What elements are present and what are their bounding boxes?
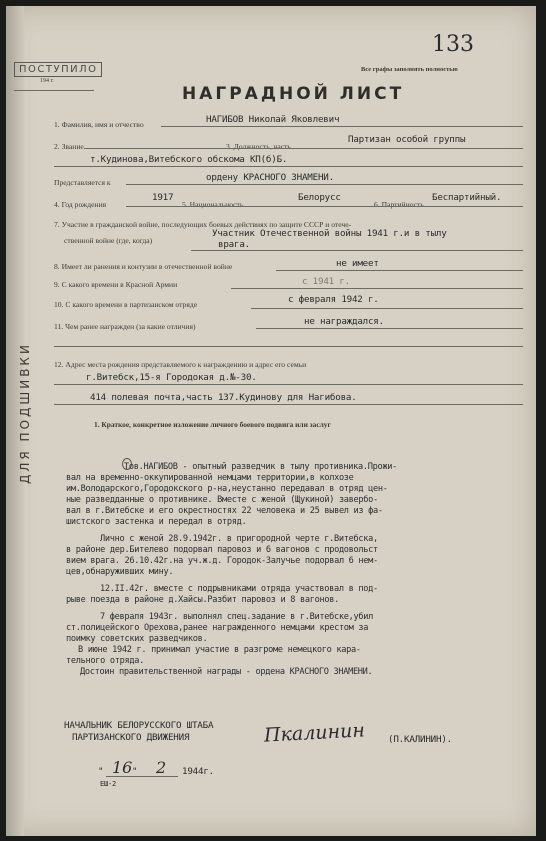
field-war-participation-value: Участник Отечественной войны 1941 г.и в тылу — [212, 228, 447, 239]
field-rank-label: 2. Звание — [54, 142, 84, 151]
field-party-label: 6. Партийность — [374, 200, 424, 209]
narrative-line: вал на временно-оккупированной немцами территории,в колхозе — [66, 473, 354, 483]
hand-signature: Пкалинин — [263, 719, 366, 747]
document-page — [6, 6, 536, 836]
field-presented-value: ордену КРАСНОГО ЗНАМЕНИ. — [206, 172, 334, 183]
field-presented-label: Представляется к — [54, 178, 111, 187]
narrative-line: Лично с женой 28.9.1942г. в пригородной черте г.Витебска, — [100, 534, 378, 544]
field-nationality-value: Белорусс — [298, 192, 341, 203]
page-title: НАГРАДНОЙ ЛИСТ — [182, 84, 405, 104]
field-war-participation-value-2: врага. — [218, 239, 250, 250]
received-stamp — [14, 62, 102, 77]
field-name-label: 1. Фамилия, имя и отчество — [54, 120, 144, 129]
field-partisan-since-label: 10. С какого времени в партизанском отряде — [54, 300, 198, 309]
page-number: 133 — [432, 32, 474, 57]
field-nationality-label: 5. Национальность — [182, 200, 244, 209]
field-birth-year-label: 4. Год рождения — [54, 200, 107, 209]
narrative-line: в районе дер.Бителево подорвал паровоз и 6 вагонов с продовольст — [66, 545, 378, 555]
fill-all-fields-note: Все графы заполнять полностью — [361, 66, 458, 73]
narrative-line: вием врага. 26.10.42г.на уч.ж.д. Городок-Залучье подорвал 6 нем- — [66, 556, 378, 566]
field-partisan-since-value: с февраля 1942 г. — [288, 294, 379, 305]
narrative-line: Достоин правительственной награды - ордена КРАСНОГО ЗНАМЕНИ. — [80, 667, 373, 677]
narrative-line: ные разведданные о противнике. Вместе с женой (Щукиной) завербо- — [66, 495, 378, 505]
date-year: 1944г. — [182, 766, 214, 777]
field-red-army-label: 9. С какого времени в Красной Армии — [54, 280, 178, 289]
document-ref: ЕШ-2 — [100, 780, 117, 788]
narrative-line: цев,обнаруживших мину. — [66, 567, 174, 577]
field-birth-year-value: 1917 — [152, 192, 174, 203]
narrative-line: 7 февраля 1943г. выполнял спец.задание в г.Витебске,убил — [100, 612, 373, 622]
section-title: 1. Краткое, конкретное изложение личного боевого подвига или заслуг — [94, 420, 331, 429]
narrative-line: шистского застенка и передал в отряд. — [66, 517, 247, 527]
signature-title-2: ПАРТИЗАНСКОГО ДВИЖЕНИЯ — [72, 732, 190, 743]
date-day: 16 — [112, 758, 133, 777]
received-stamp-date: 194 г. — [40, 78, 54, 84]
field-red-army-value: с 1941 г. — [302, 276, 350, 287]
field-name-value: НАГИБОВ Николай Яковлевич — [206, 114, 340, 125]
narrative-line: тельного отряда. — [66, 656, 144, 666]
narrative-line: рыве поезда в районе д.Хайсы.Разбит паровоз и 8 вагонов. — [66, 595, 339, 605]
narrative-line: В июне 1942 г. принимал участие в разгроме немецкого карa- — [78, 645, 361, 655]
field-address-value: г.Витебск,15-я Городокая д.№-30. — [86, 372, 257, 383]
narrative-line: поимку советских разведчиков. — [66, 634, 208, 644]
date-month: 2 — [156, 758, 167, 777]
field-position-value-2: т.Кудинова,Витебского обскома КП(б)Б. — [90, 154, 288, 165]
narrative-line: Тов.НАГИБОВ - опытный разведчик в тылу противника.Прожи- — [124, 462, 397, 472]
field-position-label: 3. Должность, часть — [226, 142, 291, 151]
field-prior-awards-label: 11. Чем ранее награжден (за какие отличия) — [54, 322, 196, 331]
field-address-value-2: 414 полевая почта,часть 137.Кудинову для Нагибова. — [90, 392, 357, 403]
field-war-participation-label: 7. Участие в гражданской войне, последующих боевых действиях по защите СССР и отече- — [54, 220, 352, 229]
narrative-line: ст.полицейского Орехова,ранее награжденного немцами крестом за — [66, 623, 369, 633]
signature-name: (П.КАЛИНИН). — [388, 734, 452, 745]
field-war-participation-label-2: ственной войне (где, когда) — [64, 236, 153, 245]
field-party-value: Беспартийный. — [432, 192, 502, 203]
signature-title-1: НАЧАЛЬНИК БЕЛОРУССКОГО ШТАБА — [64, 720, 214, 731]
date-quote-close: " — [132, 766, 138, 777]
field-position-value: Партизан особой группы — [348, 134, 466, 145]
field-prior-awards-value: не награждался. — [304, 316, 384, 327]
narrative-line: им.Володарского,Городокского р-на,неустанно передавал в отряд цен- — [66, 484, 388, 494]
field-wounds-value: не имеет — [336, 258, 379, 269]
narrative-line: 12.II.42г. вместе с подрывниками отряда участвовал в под- — [100, 584, 378, 594]
side-binding-text: ДЛЯ ПОДШИВКИ — [18, 342, 32, 484]
date-quote-open: " — [98, 766, 104, 777]
field-address-label: 12. Адрес места рождения представляемого к награждению и адрес его семьи — [54, 360, 307, 369]
field-wounds-label: 8. Имеет ли ранения и контузии в отечественной войне — [54, 262, 233, 271]
narrative-line: вал в г.Витебске и его окрестностях 22 человека и 25 вывел из фа- — [66, 506, 383, 516]
received-stamp-label: ПОСТУПИЛО — [19, 64, 98, 75]
